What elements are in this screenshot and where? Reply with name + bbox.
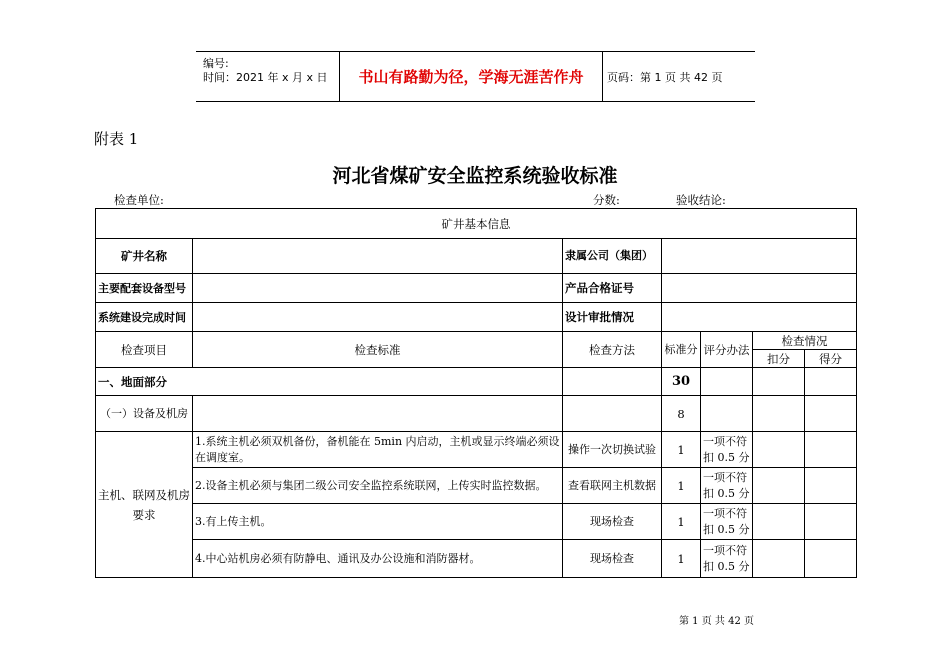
number-label: 编号: [203,57,229,70]
mine-name-label: 矿井名称 [96,239,193,274]
section-deduct [753,368,805,396]
time-label: 时间：2021 年 x 月 x 日 [203,71,328,84]
table-row [96,432,857,468]
header-item: 检查项目 [96,332,193,368]
basic-info-row [96,209,857,239]
column-header-row [96,332,857,350]
build-time-row [96,303,857,332]
table-row [96,540,857,578]
page-footer: 第 1 页 共 42 页 [679,616,754,627]
row-score: 1 [662,540,701,578]
group-label: 主机、联网及机房要求 [96,432,193,578]
section-final [805,368,857,396]
header-std-score: 标准分 [662,332,701,368]
row-standard: 3.有上传主机。 [193,504,563,540]
header-check-status: 检查情况 [753,332,857,350]
row-deduct [753,432,805,468]
header-score: 得分 [805,350,857,368]
subsection-scoring [701,396,753,432]
build-time-label: 系统建设完成时间 [96,303,193,332]
conclusion-label: 验收结论: [676,193,726,207]
design-review-value [662,303,857,332]
affiliation-value [662,239,857,274]
motto: 书山有路勤为径，学海无涯苦作舟 [339,52,603,101]
header-deduct: 扣分 [753,350,805,368]
row-deduct [753,468,805,504]
design-review-label: 设计审批情况 [563,303,662,332]
header-standard: 检查标准 [193,332,563,368]
table-row [96,468,857,504]
section-row [96,368,857,396]
document-title: 河北省煤矿安全监控系统验收标准 [332,165,618,187]
row-standard: 1.系统主机必须双机备份，备机能在 5min 内启动，主机或显示终端必须设在调度室。 [193,432,563,468]
table-row [96,504,857,540]
row-method: 现场检查 [563,504,662,540]
acceptance-table [95,208,857,578]
subsection-score: 8 [662,396,701,432]
subsection-label: （一）设备及机房 [96,396,193,432]
row-scoring: 一项不符扣 0.5 分 [701,540,753,578]
row-score: 1 [662,468,701,504]
section-scoring [701,368,753,396]
subsection-deduct [753,396,805,432]
basic-info-title: 矿井基本信息 [96,209,857,239]
subsection-final [805,396,857,432]
row-final [805,432,857,468]
mine-name-value [193,239,563,274]
score-label: 分数: [593,193,620,207]
cert-no-label: 产品合格证号 [563,274,662,303]
row-final [805,468,857,504]
row-final [805,540,857,578]
subsection-row [96,396,857,432]
page-header [196,51,755,102]
row-method: 现场检查 [563,540,662,578]
section-label: 一、地面部分 [96,368,563,396]
equipment-model-value [193,274,563,303]
equipment-row [96,274,857,303]
row-standard: 2.设备主机必须与集团二级公司安全监控系统联网，上传实时监控数据。 [193,468,563,504]
row-scoring: 一项不符扣 0.5 分 [701,468,753,504]
row-score: 1 [662,504,701,540]
row-scoring: 一项不符扣 0.5 分 [701,504,753,540]
unit-label: 检查单位: [114,193,164,207]
header-method: 检查方法 [563,332,662,368]
equipment-model-label: 主要配套设备型号 [96,274,193,303]
appendix-label: 附表 1 [94,130,139,148]
subsection-standard [193,396,563,432]
row-final [805,504,857,540]
page-code: 页码：第 1 页 共 42 页 [607,70,723,84]
cert-no-value [662,274,857,303]
row-deduct [753,540,805,578]
row-score: 1 [662,432,701,468]
row-scoring: 一项不符扣 0.5 分 [701,432,753,468]
affiliation-label: 隶属公司（集团） [563,239,662,274]
row-method: 查看联网主机数据 [563,468,662,504]
header-scoring: 评分办法 [701,332,753,368]
row-standard: 4.中心站机房必须有防静电、通讯及办公设施和消防器材。 [193,540,563,578]
row-method: 操作一次切换试验 [563,432,662,468]
mine-name-row [96,239,857,274]
header-left [196,52,339,101]
row-deduct [753,504,805,540]
subsection-method [563,396,662,432]
build-time-value [193,303,563,332]
section-method [563,368,662,396]
section-score: 30 [662,368,701,396]
